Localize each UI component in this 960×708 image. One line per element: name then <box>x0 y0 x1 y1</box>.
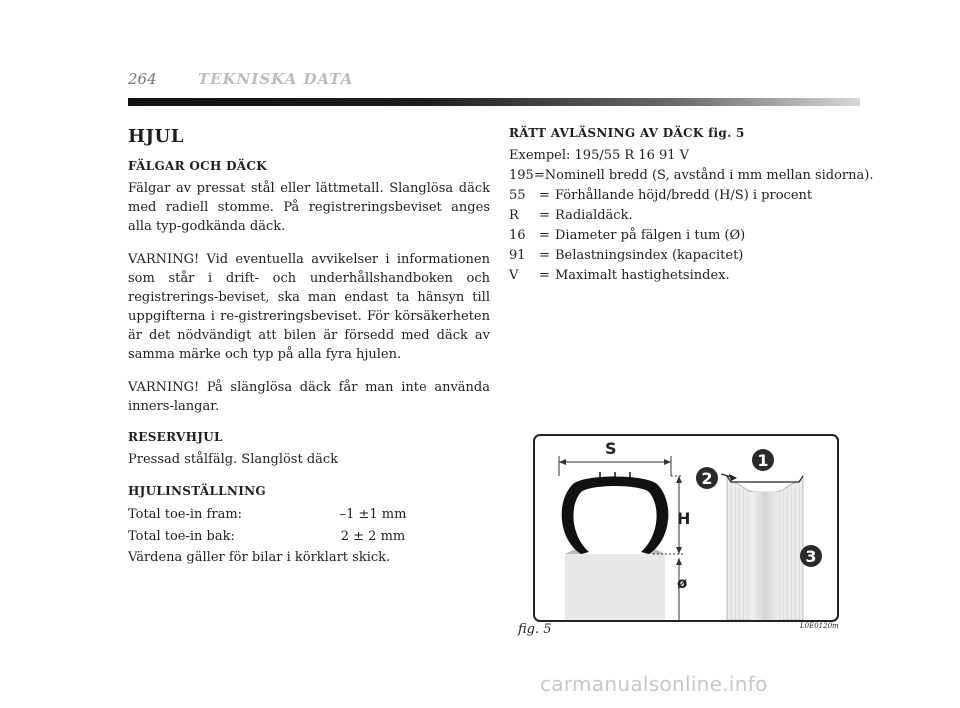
code-value: 91 <box>509 248 526 263</box>
toe-rear-row <box>128 526 490 548</box>
heading-rims: FÄLGAR OCH DÄCK <box>128 159 267 173</box>
code-row <box>509 226 859 246</box>
code-description: Maximalt hastighetsindex. <box>555 268 730 283</box>
toe-rear-label: Total toe-in bak: <box>128 529 235 544</box>
code-description: Nominell bredd (S, avstånd i mm mellan sidorna). <box>544 168 874 183</box>
figure-caption: fig. 5 <box>518 622 552 637</box>
tread-edge <box>727 476 803 482</box>
tire-section <box>562 477 669 555</box>
code-row <box>509 166 874 186</box>
code-description: Förhållande höjd/bredd (H/S) i procent <box>555 188 813 203</box>
toe-front-row <box>128 504 490 526</box>
warning-1: VARNING! Vid eventuella avvikelser i informationen som står i drift- och underhållshandboken och registrerings-beviset, ska man endast ta hänsyn till uppgifterna i re-gistreringsbeviset. För körsäkerheten är det nödvändigt att bilen är försedd med däck av samma märke och typ på alla fyra hjulen. <box>128 252 490 362</box>
heading-hjul: HJUL <box>128 126 184 147</box>
toe-rear-value: 2 ± 2 mm <box>340 529 406 544</box>
label-h: H <box>677 509 691 528</box>
code-value: 195 <box>509 168 534 183</box>
h-arrow-top <box>676 476 682 483</box>
toe-front-label: Total toe-in fram: <box>128 507 243 522</box>
tire-figure <box>533 434 839 622</box>
section-title: TEKNISKA DATA <box>198 70 354 88</box>
diameter-arrow <box>676 558 682 565</box>
wheel-body <box>565 554 665 620</box>
h-arrow-bottom <box>676 547 682 554</box>
spare-text: Pressad stålfälg. Slanglöst däck <box>128 452 339 467</box>
label-s: S <box>605 439 617 458</box>
code-value: V <box>509 268 519 283</box>
code-description: Diameter på fälgen i tum (Ø) <box>555 228 746 243</box>
code-row <box>509 186 859 206</box>
alignment-note: Värdena gäller för bilar i körklart skick. <box>128 550 391 565</box>
label-diameter: ø <box>677 574 688 592</box>
code-equals: = <box>533 168 545 183</box>
heading-tire-reading: RÄTT AVLÄSNING AV DÄCK fig. 5 <box>509 126 745 140</box>
code-value: R <box>509 208 519 223</box>
heading-alignment: HJULINSTÄLLNING <box>128 484 266 498</box>
callout-1-label: 1 <box>757 451 769 470</box>
code-row <box>509 266 859 286</box>
code-description: Radialdäck. <box>555 208 633 223</box>
s-arrow-left <box>559 459 566 465</box>
rims-text: Fälgar av pressat stål eller lättmetall. Slanglösa däck med radiell stomme. På registreringsbeviset anges alla typ-godkända däck. <box>128 181 490 234</box>
callout-3-label: 3 <box>805 547 817 566</box>
code-value: 55 <box>509 188 526 203</box>
toe-front-value: –1 ±1 mm <box>339 507 407 522</box>
code-row <box>509 246 859 266</box>
header-rule <box>128 98 860 106</box>
warning-2: VARNING! På slänglösa däck får man inte använda inners-langar. <box>128 380 490 414</box>
tire-diagram <box>535 436 837 620</box>
code-equals: = <box>539 208 550 223</box>
code-equals: = <box>539 268 550 283</box>
tread-center-band <box>751 492 779 620</box>
code-row <box>509 206 859 226</box>
code-value: 16 <box>509 228 526 243</box>
heading-spare: RESERVHJUL <box>128 430 223 444</box>
code-equals: = <box>539 188 550 203</box>
footer-watermark[interactable]: carmanualsonline.info <box>540 672 768 696</box>
left-column <box>128 126 490 568</box>
callout-2-label: 2 <box>701 469 713 488</box>
tire-example: Exempel: 195/55 R 16 91 V <box>509 148 690 163</box>
code-description: Belastningsindex (kapacitet) <box>555 248 744 263</box>
right-column <box>509 126 874 286</box>
page-number: 264 <box>128 70 157 88</box>
figure-code: L0E0120m <box>800 622 839 630</box>
s-arrow-right <box>664 459 671 465</box>
code-equals: = <box>539 228 550 243</box>
code-equals: = <box>539 248 550 263</box>
